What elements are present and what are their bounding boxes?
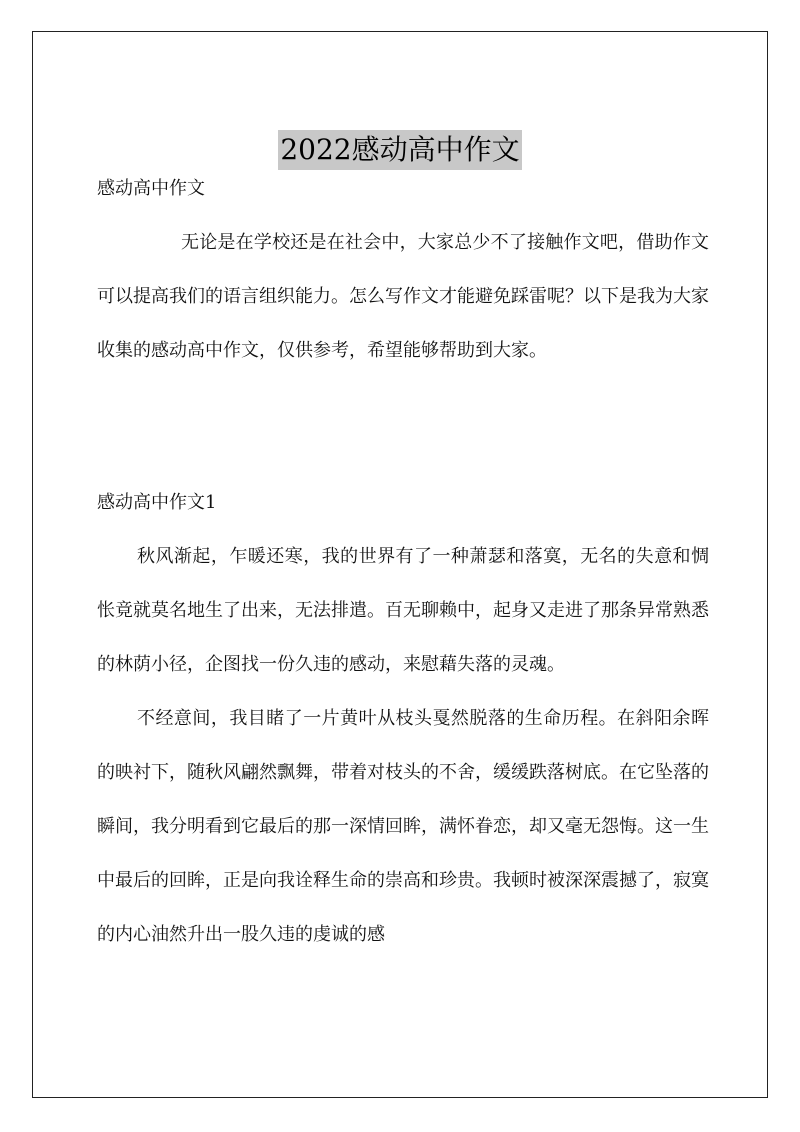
essay-1-paragraph: 不经意间，我目睹了一片黄叶从枝头戛然脱落的生命历程。在斜阳余晖的映衬下，随秋风翩然飘舞，带着对枝头的不舍，缓缓跌落树底。在它坠落的瞬间，我分明看到它最后的那一深情回眸，满怀眷恋，却又毫无怨悔。这一生中最后的回眸，正是向我诠释生命的崇高和珍贵。我顿时被深深震撼了，寂寞的内心油然升出一股久违的虔诚的感 [97, 708, 709, 945]
essay-1-paragraph: 秋风渐起，乍暖还寒，我的世界有了一种萧瑟和落寞，无名的失意和惆怅竟就莫名地生了出来，无法排遣。百无聊赖中，起身又走进了那条异常熟悉的林荫小径，企图找一份久违的感动，来慰藉失落的灵魂。 [97, 546, 709, 675]
title-container [33, 130, 767, 170]
essay-1-heading: 感动高中作文1 [97, 492, 217, 513]
intro-heading: 感动高中作文 [97, 178, 205, 199]
document-page [32, 31, 768, 1098]
intro-section [97, 174, 709, 378]
essay-1-section [97, 488, 709, 962]
intro-paragraph: 无论是在学校还是在社会中，大家总少不了接触作文吧，借助作文可以提高我们的语言组织能力。怎么写作文才能避免踩雷呢？以下是我为大家收集的感动高中作文，仅供参考，希望能够帮助到大家。 [97, 232, 709, 361]
document-title: 2022感动高中作文 [278, 130, 521, 170]
